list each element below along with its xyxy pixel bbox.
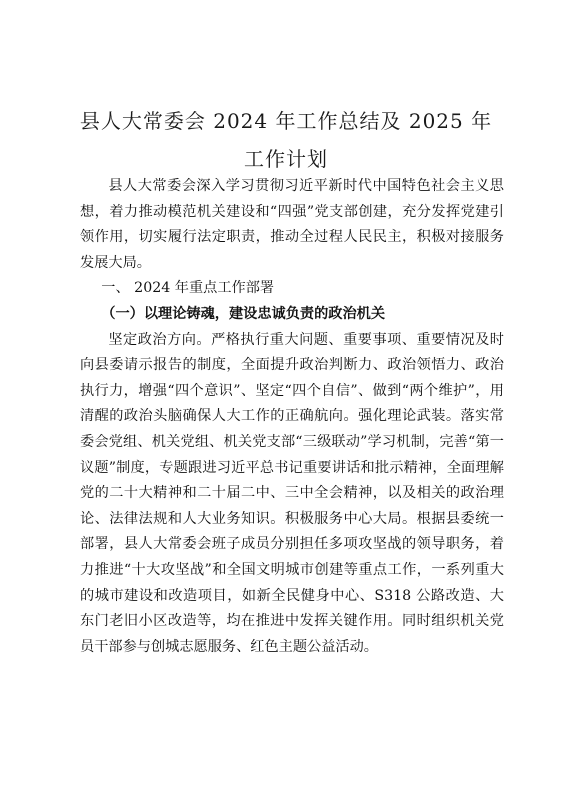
document-body [80,174,504,660]
intro-paragraph: 县人大常委会深入学习贯彻习近平新时代中国特色社会主义思想，着力推动模范机关建设和“四强”党支部创建，充分发挥党建引领作用，切实履行法定职责，推动全过程人民民主，积极对接服务发展大局。 [80,178,504,271]
subsection-heading: （一）以理论铸魂，建设忠诚负责的政治机关 [101,305,386,322]
body-paragraph: 坚定政治方向。严格执行重大问题、重要事项、重要情况及时向县委请示报告的制度，全面提升政治判断力、政治领悟力、政治执行力，增强“四个意识”、坚定“四个自信”、做到“两个维护”，用清醒的政治头脑确保人大工作的正确航向。强化理论武装。落实常委会党组、机关党组、机关党支部“三级联动”学习机制，完善“第一议题”制度，专题跟进习近平总书记重要讲话和批示精神，全面理解党的二十大精神和二十届二中、三中全会精神，以及相关的政治理论、法律法规和人大业务知识。积极服务中心大局。根据县委统一部署，县人大常委会班子成员分别担任多项攻坚战的领导职务，着力推进“十大攻坚战”和全国文明城市创建等重点工作，一系列重大的城市建设和改造项目，如新全民健身中心、S318 公路改造、大东门老旧小区改造等，均在推进中发挥关键作用。同时组织机关党员干部参与创城志愿服务、红色主题公益活动。 [80,331,504,655]
document-title: 县人大常委会 2024 年工作总结及 2025 年工作计划 [79,109,493,171]
section-heading: 一、 2024 年重点工作部署 [101,280,275,297]
